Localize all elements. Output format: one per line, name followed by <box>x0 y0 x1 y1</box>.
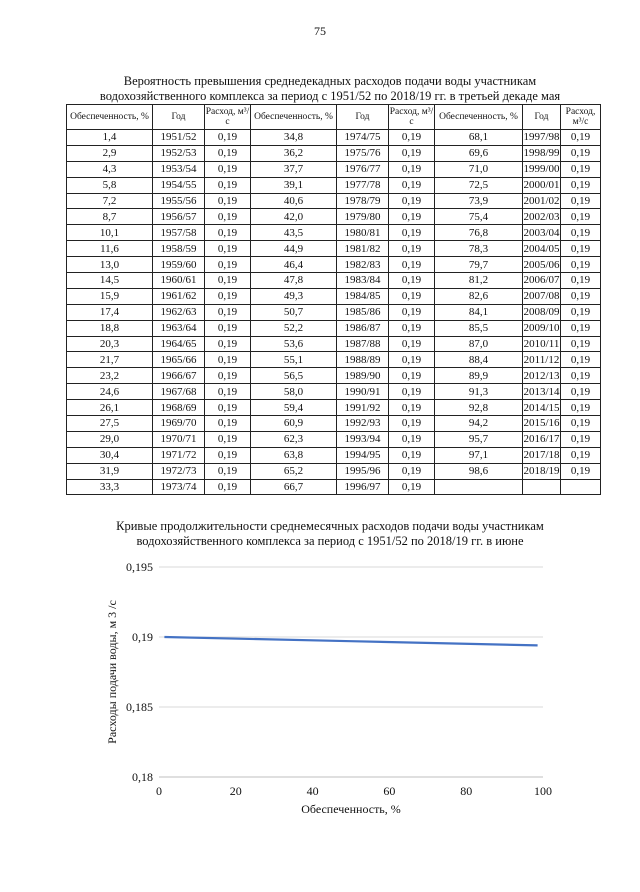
table-cell: 0,19 <box>561 273 601 289</box>
table-cell: 2001/02 <box>523 195 560 207</box>
table-cell: 2018/19 <box>523 465 560 478</box>
table-cell: 72,5 <box>435 177 523 193</box>
table-cell: 2000/01 <box>523 179 560 192</box>
table-cell: 0,19 <box>389 479 435 495</box>
table-cell: 1960/61 <box>153 273 205 289</box>
table-cell: 1983/84 <box>337 273 389 289</box>
table-cell: 21,7 <box>67 352 153 368</box>
table-cell: 0,19 <box>205 130 251 146</box>
table-cell: 1977/78 <box>337 177 389 193</box>
table-cell: 30,4 <box>67 447 153 463</box>
header-cell: Обеспеченность, % <box>435 105 523 130</box>
table-cell: 1954/55 <box>153 177 205 193</box>
table-cell: 0,19 <box>205 320 251 336</box>
table-cell: 1952/53 <box>153 145 205 161</box>
table-cell: 27,5 <box>67 416 153 432</box>
table-cell: 1963/64 <box>153 320 205 336</box>
header-cell: Расход, м³/с <box>389 105 435 130</box>
x-tick-label: 0 <box>156 784 162 798</box>
table-cell: 0,19 <box>205 273 251 289</box>
table-cell: 0,19 <box>561 225 601 241</box>
table-row <box>67 177 601 193</box>
table-cell: 1985/86 <box>337 304 389 320</box>
table-cell: 23,2 <box>67 368 153 384</box>
table-cell: 34,8 <box>251 130 337 146</box>
table-cell: 91,3 <box>435 384 523 400</box>
table-cell: 0,19 <box>561 384 601 400</box>
table-cell: 1979/80 <box>337 209 389 225</box>
table-cell: 2007/08 <box>523 290 560 303</box>
table-cell: 14,5 <box>67 273 153 289</box>
table-cell: 1962/63 <box>153 304 205 320</box>
table-cell: 94,2 <box>435 416 523 432</box>
table-cell: 26,1 <box>67 400 153 416</box>
table-cell: 0,19 <box>561 368 601 384</box>
table-cell: 63,8 <box>251 447 337 463</box>
table-cell: 62,3 <box>251 431 337 447</box>
table-cell: 1991/92 <box>337 400 389 416</box>
table-cell: 0,19 <box>561 352 601 368</box>
table-cell: 0,19 <box>561 257 601 273</box>
chart-title <box>60 519 600 549</box>
table-cell: 2005/06 <box>523 258 560 271</box>
table-cell: 0,19 <box>205 304 251 320</box>
x-tick-label: 100 <box>534 784 552 798</box>
table-cell: 1996/97 <box>337 479 389 495</box>
table-title <box>60 74 600 104</box>
y-tick-label: 0,19 <box>132 630 153 644</box>
table-row <box>67 193 601 209</box>
table-cell: 0,19 <box>561 288 601 304</box>
table-cell: 1967/68 <box>153 384 205 400</box>
table-row <box>67 479 601 495</box>
table-header-row <box>67 105 601 130</box>
x-tick-label: 80 <box>460 784 473 798</box>
header-cell: Год <box>153 105 205 130</box>
table-cell: 71,0 <box>435 161 523 177</box>
table-cell: 31,9 <box>67 463 153 479</box>
table-cell: 1951/52 <box>153 130 205 146</box>
table-cell: 0,19 <box>561 177 601 193</box>
table-cell: 1993/94 <box>337 431 389 447</box>
table-cell: 1955/56 <box>153 193 205 209</box>
table-cell: 0,19 <box>205 479 251 495</box>
x-tick-label: 60 <box>383 784 396 798</box>
table-title-line-2: водохозяйственного комплекса за период с 1951/52 по 2018/19 гг. в третьей декаде мая <box>99 89 561 103</box>
table-cell: 0,19 <box>205 161 251 177</box>
x-tick-label: 20 <box>229 784 242 798</box>
header-cell: Расход, м³/с <box>561 105 601 130</box>
table-cell: 7,2 <box>67 193 153 209</box>
table-cell: 2015/16 <box>523 417 560 430</box>
table-cell: 1978/79 <box>337 193 389 209</box>
table-cell: 44,9 <box>251 241 337 257</box>
table-cell: 92,8 <box>435 400 523 416</box>
table-cell: 0,19 <box>205 431 251 447</box>
table-row <box>67 225 601 241</box>
table-cell: 2016/17 <box>523 433 560 446</box>
table-cell: 4,3 <box>67 161 153 177</box>
table-cell: 1986/87 <box>337 320 389 336</box>
table-cell: 1958/59 <box>153 241 205 257</box>
table-cell: 0,19 <box>389 336 435 352</box>
table-cell: 2,9 <box>67 145 153 161</box>
table-row <box>67 241 601 257</box>
table-cell: 55,1 <box>251 352 337 368</box>
table-cell: 1989/90 <box>337 368 389 384</box>
table-cell: 1965/66 <box>153 352 205 368</box>
table-cell: 1981/82 <box>337 241 389 257</box>
table-cell: 0,19 <box>389 304 435 320</box>
table-cell: 2009/10 <box>523 322 560 335</box>
chart-title-line-2: водохозяйственного комплекса за период с 1951/52 по 2018/19 гг. в июне <box>136 534 524 548</box>
table-row <box>67 145 601 161</box>
table-cell: 1964/65 <box>153 336 205 352</box>
table-cell: 2003/04 <box>523 226 560 239</box>
table-row <box>67 431 601 447</box>
table-cell: 73,9 <box>435 193 523 209</box>
table-cell: 97,1 <box>435 447 523 463</box>
table-cell: 53,6 <box>251 336 337 352</box>
table-row <box>67 368 601 384</box>
table-cell: 0,19 <box>205 225 251 241</box>
table-cell: 0,19 <box>561 209 601 225</box>
table-cell: 20,3 <box>67 336 153 352</box>
table-cell: 10,1 <box>67 225 153 241</box>
table-cell: 60,9 <box>251 416 337 432</box>
table-cell: 0,19 <box>205 352 251 368</box>
table-cell: 17,4 <box>67 304 153 320</box>
table-cell: 0,19 <box>389 352 435 368</box>
table-cell: 0,19 <box>561 463 601 479</box>
table-cell: 1969/70 <box>153 416 205 432</box>
table-row <box>67 273 601 289</box>
header-cell: Обеспеченность, % <box>67 105 153 130</box>
table-row <box>67 161 601 177</box>
table-cell: 8,7 <box>67 209 153 225</box>
table-cell: 0,19 <box>205 447 251 463</box>
table-cell: 33,3 <box>67 479 153 495</box>
table-cell: 58,0 <box>251 384 337 400</box>
table-cell: 0,19 <box>205 145 251 161</box>
table-cell: 1975/76 <box>337 145 389 161</box>
x-axis-label: Обеспеченность, % <box>301 802 401 816</box>
table-title-line-1: Вероятность превышения среднедекадных расходов подачи воды участникам <box>123 74 537 88</box>
duration-curve-chart <box>80 555 570 830</box>
header-cell: Год <box>523 105 561 130</box>
table-cell: 0,19 <box>389 447 435 463</box>
table-cell: 1966/67 <box>153 368 205 384</box>
table-cell: 0,19 <box>389 209 435 225</box>
table-cell: 46,4 <box>251 257 337 273</box>
table-cell: 75,4 <box>435 209 523 225</box>
table-cell: 0,19 <box>205 177 251 193</box>
table-cell: 15,9 <box>67 288 153 304</box>
table-cell: 0,19 <box>389 161 435 177</box>
table-cell: 1974/75 <box>337 130 389 146</box>
y-tick-label: 0,195 <box>126 560 153 574</box>
table-cell: 1970/71 <box>153 431 205 447</box>
table-cell <box>561 479 601 495</box>
table-row <box>67 336 601 352</box>
table-cell: 2006/07 <box>523 274 560 287</box>
table-cell: 2017/18 <box>523 449 560 462</box>
table-cell: 0,19 <box>389 400 435 416</box>
table-cell: 36,2 <box>251 145 337 161</box>
table-cell: 0,19 <box>205 463 251 479</box>
table-cell: 82,6 <box>435 288 523 304</box>
table-cell: 1976/77 <box>337 161 389 177</box>
table-cell: 13,0 <box>67 257 153 273</box>
table-cell: 68,1 <box>435 130 523 146</box>
probability-table <box>66 104 601 495</box>
table-cell: 0,19 <box>561 447 601 463</box>
table-cell: 1957/58 <box>153 225 205 241</box>
table-cell: 0,19 <box>561 336 601 352</box>
table-cell: 2013/14 <box>523 385 560 398</box>
table-cell: 95,7 <box>435 431 523 447</box>
table-cell: 0,19 <box>205 288 251 304</box>
table-cell: 78,3 <box>435 241 523 257</box>
table-cell: 89,9 <box>435 368 523 384</box>
table-cell: 1968/69 <box>153 400 205 416</box>
table-cell: 29,0 <box>67 431 153 447</box>
table-cell: 1998/99 <box>523 147 560 160</box>
table-cell: 50,7 <box>251 304 337 320</box>
table-cell: 0,19 <box>389 241 435 257</box>
table-row <box>67 463 601 479</box>
table-cell: 1972/73 <box>153 463 205 479</box>
table-cell: 0,19 <box>389 273 435 289</box>
table-cell: 84,1 <box>435 304 523 320</box>
table-cell: 0,19 <box>205 257 251 273</box>
table-row <box>67 400 601 416</box>
table-cell: 1994/95 <box>337 447 389 463</box>
table-cell: 1992/93 <box>337 416 389 432</box>
table-cell: 1987/88 <box>337 336 389 352</box>
table-cell: 0,19 <box>561 145 601 161</box>
table-row <box>67 447 601 463</box>
table-row <box>67 209 601 225</box>
table-cell: 1997/98 <box>523 131 560 144</box>
table-cell: 2002/03 <box>523 210 560 223</box>
table-cell: 0,19 <box>389 320 435 336</box>
table-cell: 76,8 <box>435 225 523 241</box>
table-cell: 11,6 <box>67 241 153 257</box>
table-cell: 1980/81 <box>337 225 389 241</box>
table-cell: 24,6 <box>67 384 153 400</box>
table-body <box>67 130 601 495</box>
table-cell: 18,8 <box>67 320 153 336</box>
table-cell: 0,19 <box>389 193 435 209</box>
table-row <box>67 416 601 432</box>
table-cell: 39,1 <box>251 177 337 193</box>
table-cell: 0,19 <box>561 193 601 209</box>
table-cell: 1999/00 <box>523 163 560 176</box>
x-tick-label: 40 <box>306 784 319 798</box>
table-cell: 0,19 <box>561 241 601 257</box>
table-cell: 87,0 <box>435 336 523 352</box>
y-tick-label: 0,185 <box>126 700 153 714</box>
table-cell: 1990/91 <box>337 384 389 400</box>
table-cell: 0,19 <box>389 177 435 193</box>
table-cell: 1973/74 <box>153 479 205 495</box>
table-cell <box>435 479 523 495</box>
table-row <box>67 288 601 304</box>
table-cell: 5,8 <box>67 177 153 193</box>
table-cell: 85,5 <box>435 320 523 336</box>
table-cell: 0,19 <box>389 416 435 432</box>
table-cell: 52,2 <box>251 320 337 336</box>
table-cell: 1971/72 <box>153 447 205 463</box>
table-cell: 0,19 <box>205 400 251 416</box>
table-cell: 37,7 <box>251 161 337 177</box>
table-cell: 79,7 <box>435 257 523 273</box>
table-cell: 47,8 <box>251 273 337 289</box>
table-cell: 0,19 <box>389 288 435 304</box>
table-cell: 1959/60 <box>153 257 205 273</box>
table-cell: 0,19 <box>389 431 435 447</box>
table-cell: 0,19 <box>205 368 251 384</box>
table-cell: 1995/96 <box>337 463 389 479</box>
table-cell: 2010/11 <box>523 338 560 351</box>
header-cell: Расход, м³/с <box>205 105 251 130</box>
table-cell: 42,0 <box>251 209 337 225</box>
page-number: 75 <box>314 24 326 38</box>
table-cell: 0,19 <box>205 336 251 352</box>
table-cell: 1,4 <box>67 130 153 146</box>
y-axis-label: Расходы подачи воды, м 3 /с <box>105 600 119 744</box>
table-row <box>67 384 601 400</box>
header-cell: Обеспеченность, % <box>251 105 337 130</box>
table-cell: 88,4 <box>435 352 523 368</box>
table-cell: 1956/57 <box>153 209 205 225</box>
table-cell: 2004/05 <box>523 242 560 255</box>
table-cell: 1984/85 <box>337 288 389 304</box>
table-row <box>67 320 601 336</box>
table-cell: 59,4 <box>251 400 337 416</box>
table-cell: 0,19 <box>561 320 601 336</box>
table-cell: 0,19 <box>389 145 435 161</box>
table-cell: 65,2 <box>251 463 337 479</box>
table-cell: 1953/54 <box>153 161 205 177</box>
table-cell: 40,6 <box>251 193 337 209</box>
table-cell: 0,19 <box>389 384 435 400</box>
table-cell: 0,19 <box>561 304 601 320</box>
table-cell: 2012/13 <box>523 369 560 382</box>
table-cell: 0,19 <box>389 463 435 479</box>
table-cell: 0,19 <box>205 241 251 257</box>
table-cell: 81,2 <box>435 273 523 289</box>
table-row <box>67 257 601 273</box>
table-cell: 0,19 <box>561 161 601 177</box>
table-cell: 1961/62 <box>153 288 205 304</box>
table-cell: 0,19 <box>561 416 601 432</box>
table-row <box>67 352 601 368</box>
table-cell: 98,6 <box>435 463 523 479</box>
table-cell: 43,5 <box>251 225 337 241</box>
table-cell: 66,7 <box>251 479 337 495</box>
y-tick-label: 0,18 <box>132 770 153 784</box>
table-cell: 69,6 <box>435 145 523 161</box>
table-cell: 1982/83 <box>337 257 389 273</box>
table-cell: 2008/09 <box>523 306 560 319</box>
table-cell: 0,19 <box>205 193 251 209</box>
table-cell <box>523 479 561 495</box>
table-cell: 0,19 <box>389 130 435 146</box>
header-cell: Год <box>337 105 389 130</box>
table-cell: 0,19 <box>205 416 251 432</box>
table-cell: 0,19 <box>205 384 251 400</box>
table-row <box>67 130 601 146</box>
table-cell: 0,19 <box>389 368 435 384</box>
table-cell: 0,19 <box>561 130 601 146</box>
table-cell: 56,5 <box>251 368 337 384</box>
series-line <box>164 637 537 645</box>
table-cell: 0,19 <box>205 209 251 225</box>
table-cell: 2011/12 <box>523 353 560 366</box>
table-cell: 0,19 <box>389 225 435 241</box>
chart-title-line-1: Кривые продолжительности среднемесячных расходов подачи воды участникам <box>116 519 544 533</box>
table-cell: 0,19 <box>389 257 435 273</box>
table-cell: 1988/89 <box>337 352 389 368</box>
table-cell: 49,3 <box>251 288 337 304</box>
table-row <box>67 304 601 320</box>
table-cell: 0,19 <box>561 431 601 447</box>
table-cell: 2014/15 <box>523 401 560 414</box>
table-cell: 0,19 <box>561 400 601 416</box>
